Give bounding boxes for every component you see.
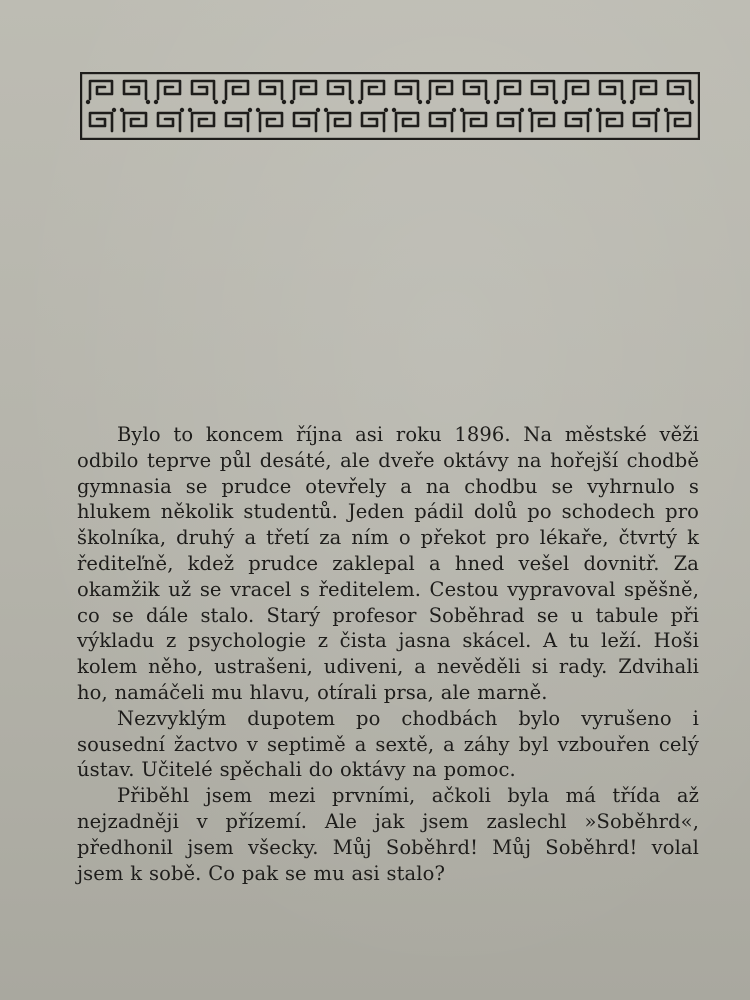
ornament-dot: [554, 100, 558, 104]
ornament-dot: [290, 100, 294, 104]
ornament-spiral: [158, 81, 180, 99]
ornament-spiral: [668, 81, 690, 99]
ornament-dot: [358, 100, 362, 104]
body-text: [77, 422, 699, 886]
ornament-spiral: [532, 113, 554, 131]
ornament-dot: [690, 100, 694, 104]
ornament-spiral: [294, 81, 316, 99]
ornament-spiral: [430, 81, 452, 99]
ornament-spiral: [362, 81, 384, 99]
ornament-dot: [282, 100, 286, 104]
ornament-dot: [188, 108, 192, 112]
ornament-spiral: [226, 81, 248, 99]
ornament-frame: [81, 73, 699, 139]
ornament-spiral: [498, 81, 520, 99]
ornament-dot: [248, 108, 252, 112]
ornament-dot: [596, 108, 600, 112]
ornament-dot: [112, 108, 116, 112]
ornament-spiral: [634, 81, 656, 99]
ornament-dot: [664, 108, 668, 112]
ornament-dot: [622, 100, 626, 104]
ornament-dot: [154, 100, 158, 104]
ornament-dot: [120, 108, 124, 112]
paragraph-3: Přiběhl jsem mezi prvními, ačkoli byla má třída až nejzadněji v přízemí. Ale jak jsem zaslechl »Soběhrd«, předhonil jsem všecky. Můj Soběhrd! Můj Soběhrd! volal jsem k sobě. Co pak se mu asi stalo?: [77, 784, 699, 885]
ornament-spiral: [566, 113, 588, 131]
ornament-dot: [256, 108, 260, 112]
ornament-dot: [656, 108, 660, 112]
ornament-spiral: [260, 113, 282, 131]
ornament-dot: [146, 100, 150, 104]
ornament-dot: [486, 100, 490, 104]
ornament-dot: [222, 100, 226, 104]
paragraph-1: Bylo to koncem října asi roku 1896. Na městské věži odbilo teprve půl desáté, ale dveře oktávy na hořejší chodbě gymnasia se prudce otevřely a na chodbu se vyhrnulo s hlukem několik studentů. Jeden pádil dolů po schodech pro školníka, druhý a třetí za ním o překot pro lékaře, čtvrtý k řediteľně, kdež prudce zaklepal a hned vešel dovnitř. Za okamžik už se vracel s ředitelem. Cestou vypravoval spěšně, co se dále stalo. Starý profesor Soběhrad se u tabule při výkladu z psychologie z čista jasna skácel. A tu leží. Hoši kolem něho, ustrašeni, udiveni, a nevěděli si rady. Zdvihali ho, namáčeli mu hlavu, otírali prsa, ale marně.: [77, 423, 699, 704]
ornament-spiral: [260, 81, 282, 99]
ornament-dot: [214, 100, 218, 104]
ornament-spiral: [464, 113, 486, 131]
ornament-spiral: [124, 81, 146, 99]
ornament-dot: [494, 100, 498, 104]
ornament-spiral: [464, 81, 486, 99]
ornament-spiral: [192, 113, 214, 131]
ornament-spiral: [396, 113, 418, 131]
ornament-dot: [460, 108, 464, 112]
ornament-spiral: [158, 113, 180, 131]
ornament-spiral: [566, 81, 588, 99]
ornament-spiral: [294, 113, 316, 131]
ornament-border: [80, 72, 700, 140]
ornament-dot: [350, 100, 354, 104]
ornament-spiral: [668, 113, 690, 131]
ornament-spiral: [362, 113, 384, 131]
ornament-spiral: [90, 81, 112, 99]
ornament-spiral: [90, 113, 112, 131]
ornament-spiral: [600, 113, 622, 131]
ornament-dot: [316, 108, 320, 112]
ornament-dot: [528, 108, 532, 112]
ornament-dot: [324, 108, 328, 112]
ornament-spiral: [192, 81, 214, 99]
ornament-dot: [180, 108, 184, 112]
ornament-dot: [630, 100, 634, 104]
ornament-spiral: [430, 113, 452, 131]
ornament-dot: [418, 100, 422, 104]
ornament-spiral: [396, 81, 418, 99]
ornament-dot: [384, 108, 388, 112]
paragraph-2: Nezvyklým dupotem po chodbách bylo vyrušeno i sousední žactvo v septimě a sextě, a záhy byl vzbouřen celý ústav. Učitelé spěchali do oktávy na pomoc.: [77, 706, 699, 782]
ornament-spiral: [226, 113, 248, 131]
ornament-spiral: [532, 81, 554, 99]
ornament-spiral: [328, 81, 350, 99]
ornament-spiral: [124, 113, 146, 131]
ornament-spiral: [600, 81, 622, 99]
ornament-dot: [426, 100, 430, 104]
meander-ornament-icon: [80, 72, 700, 140]
ornament-spiral: [328, 113, 350, 131]
ornament-dot: [86, 100, 90, 104]
ornament-spiral: [498, 113, 520, 131]
ornament-spiral: [634, 113, 656, 131]
ornament-dot: [588, 108, 592, 112]
ornament-dot: [452, 108, 456, 112]
ornament-dot: [520, 108, 524, 112]
ornament-dot: [562, 100, 566, 104]
ornament-dot: [392, 108, 396, 112]
